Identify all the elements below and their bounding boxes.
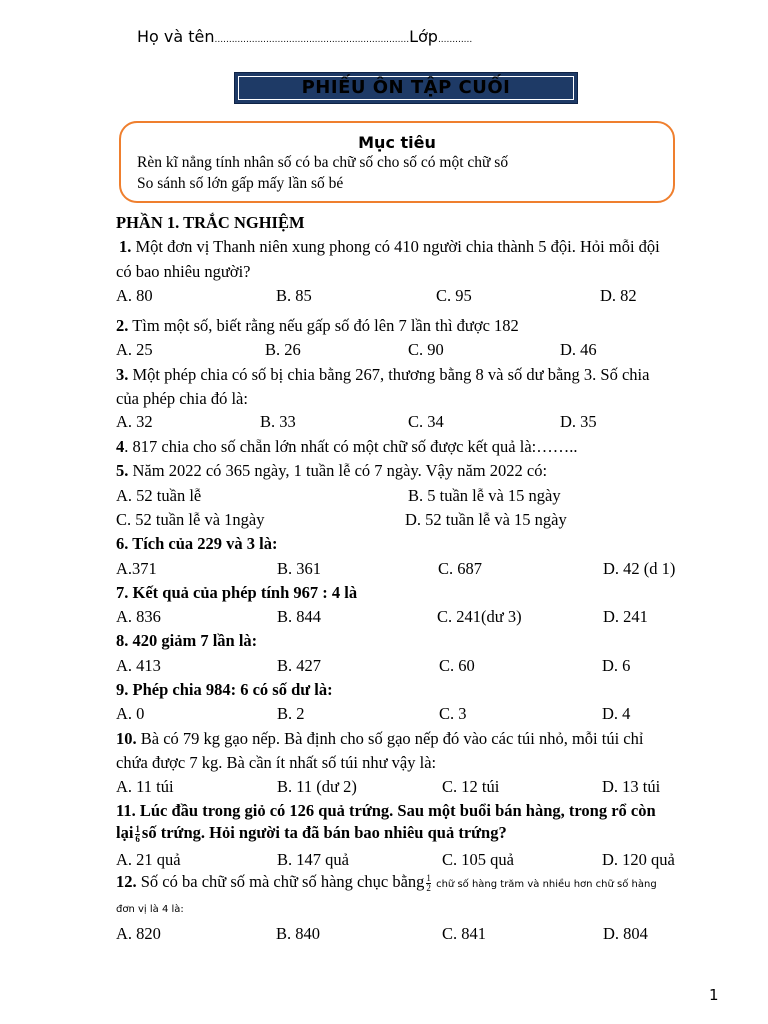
question-number: 3. <box>116 365 129 384</box>
page-title: PHIẾU ÔN TẬP CUỐI <box>301 77 511 98</box>
q12-option-a: A. 820 <box>116 924 161 943</box>
question-6: 6. Tích của 229 và 3 là: <box>116 534 278 553</box>
question-11: 11. Lúc đầu trong giỏ có 126 quả trứng. Sau một buổi bán hàng, trong rổ còn <box>116 801 656 820</box>
q7-option-d: D. 241 <box>603 607 648 626</box>
q1-option-b: B. 85 <box>276 286 312 305</box>
q5-option-c: C. 52 tuần lễ và 1ngày <box>116 510 265 529</box>
q8-option-d: D. 6 <box>602 656 631 675</box>
q6-option-b: B. 361 <box>277 559 322 578</box>
question-12-cont: đơn vị là 4 là: <box>116 904 184 915</box>
q11-option-a: A. 21 quả <box>116 850 181 869</box>
q7-option-a: A. 836 <box>116 607 161 626</box>
q9-option-d: D. 4 <box>602 704 631 723</box>
q1-option-d: D. 82 <box>600 286 637 305</box>
fraction <box>426 874 431 893</box>
q11-option-c: C. 105 quả <box>442 850 514 869</box>
q10-option-b: B. 11 (dư 2) <box>277 777 357 796</box>
goals-box <box>119 121 675 203</box>
q3-option-a: A. 32 <box>116 412 153 431</box>
fraction-numerator: 1 <box>135 823 140 834</box>
goal-item: Rèn kĩ nẳng tính nhân số có ba chữ số cho số có một chữ số <box>137 154 509 171</box>
q3-option-d: D. 35 <box>560 412 597 431</box>
q3-option-c: C. 34 <box>408 412 444 431</box>
q12-option-b: B. 840 <box>276 924 321 943</box>
question-text: Năm 2022 có 365 ngày, 1 tuần lễ có 7 ngày. Vậy năm 2022 có: <box>128 461 548 480</box>
goals-heading: Mục tiêu <box>358 133 436 152</box>
name-blank: .................................................................... <box>214 35 410 45</box>
question-text-small: chữ số hàng trăm và nhiều hơn chữ số hàng <box>432 879 657 890</box>
question-text: số trứng. Hỏi người ta đã bán bao nhiêu quả trứng? <box>141 823 507 842</box>
q11-option-b: B. 147 quả <box>277 850 349 869</box>
q6-option-d: D. 42 (d 1) <box>603 559 676 578</box>
q6-option-c: C. 687 <box>438 559 483 578</box>
q10-option-c: C. 12 túi <box>442 777 500 796</box>
q12-option-c: C. 841 <box>442 924 487 943</box>
q1-option-c: C. 95 <box>436 286 472 305</box>
question-number: 5. <box>116 461 129 480</box>
question-12 <box>116 872 657 893</box>
q10-option-d: D. 13 túi <box>602 777 661 796</box>
class-blank: ............ <box>437 35 473 45</box>
question-1 <box>119 237 660 257</box>
q10-option-a: A. 11 túi <box>116 777 174 796</box>
page-number: 1 <box>709 986 719 1004</box>
question-1-cont: có bao nhiêu người? <box>116 262 251 281</box>
question-number: 2. <box>116 316 129 335</box>
q8-option-c: C. 60 <box>439 656 475 675</box>
q3-option-b: B. 33 <box>260 412 296 431</box>
q11-option-d: D. 120 quả <box>602 850 675 869</box>
q9-option-a: A. 0 <box>116 704 145 723</box>
question-7: 7. Kết quả của phép tính 967 : 4 là <box>116 583 358 602</box>
question-2 <box>116 316 519 336</box>
question-text: Bà có 79 kg gạo nếp. Bà định cho số gạo nếp đó vào các túi nhỏ, mỗi túi chỉ <box>136 729 644 748</box>
q8-option-b: B. 427 <box>277 656 322 675</box>
class-label: Lớp <box>409 27 438 46</box>
question-text: Tìm một số, biết rằng nếu gấp số đó lên 7 lần thì được 182 <box>128 316 519 335</box>
q1-option-a: A. 80 <box>116 286 153 305</box>
question-11-cont <box>116 823 507 844</box>
goal-item: So sánh số lớn gấp mấy lần số bé <box>137 175 344 192</box>
question-4 <box>116 437 577 457</box>
q7-option-b: B. 844 <box>277 607 322 626</box>
q12-option-d: D. 804 <box>603 924 648 943</box>
section-title: PHẦN 1. TRẮC NGHIỆM <box>116 213 305 232</box>
question-text: Một phép chia có số bị chia bằng 267, thương bằng 8 và số dư bằng 3. Số chia <box>128 365 650 384</box>
question-text: Một đơn vị Thanh niên xung phong có 410 người chia thành 5 đội. Hỏi mỗi đội <box>131 237 660 256</box>
q5-option-a: A. 52 tuần lễ <box>116 486 202 505</box>
question-number: 4 <box>116 437 125 456</box>
fraction-denominator: 2 <box>426 882 431 893</box>
q5-option-b: B. 5 tuần lễ và 15 ngày <box>408 486 561 505</box>
q2-option-c: C. 90 <box>408 340 444 359</box>
question-10 <box>116 729 643 749</box>
question-5 <box>116 461 547 481</box>
q7-option-c: C. 241(dư 3) <box>437 607 522 626</box>
q2-option-b: B. 26 <box>265 340 301 359</box>
question-number: 1. <box>119 237 132 256</box>
question-10-cont: chứa được 7 kg. Bà cần ít nhất số túi như vậy là: <box>116 753 437 772</box>
fraction-numerator: 1 <box>426 872 431 883</box>
q8-option-a: A. 413 <box>116 656 161 675</box>
q2-option-a: A. 25 <box>116 340 153 359</box>
fraction-denominator: 6 <box>135 833 140 844</box>
q5-option-d: D. 52 tuần lễ và 15 ngày <box>405 510 567 529</box>
question-9: 9. Phép chia 984: 6 có số dư là: <box>116 680 333 699</box>
question-text: . 817 chia cho số chẵn lớn nhất có một chữ số được kết quả là:…….. <box>124 437 578 456</box>
question-8: 8. 420 giảm 7 lần là: <box>116 631 258 650</box>
question-text: Số có ba chữ số mà chữ số hàng chục bằng <box>136 872 425 891</box>
question-number: 12. <box>116 872 137 891</box>
question-3 <box>116 365 649 385</box>
student-info-line <box>137 27 472 46</box>
question-text: lại <box>116 823 134 842</box>
question-number: 10. <box>116 729 137 748</box>
fraction <box>135 825 140 844</box>
question-3-cont: của phép chia đó là: <box>116 389 248 408</box>
title-banner <box>234 72 578 104</box>
name-label: Họ và tên <box>137 27 215 46</box>
q9-option-c: C. 3 <box>439 704 467 723</box>
q2-option-d: D. 46 <box>560 340 597 359</box>
q9-option-b: B. 2 <box>277 704 305 723</box>
q6-option-a: A.371 <box>116 559 157 578</box>
